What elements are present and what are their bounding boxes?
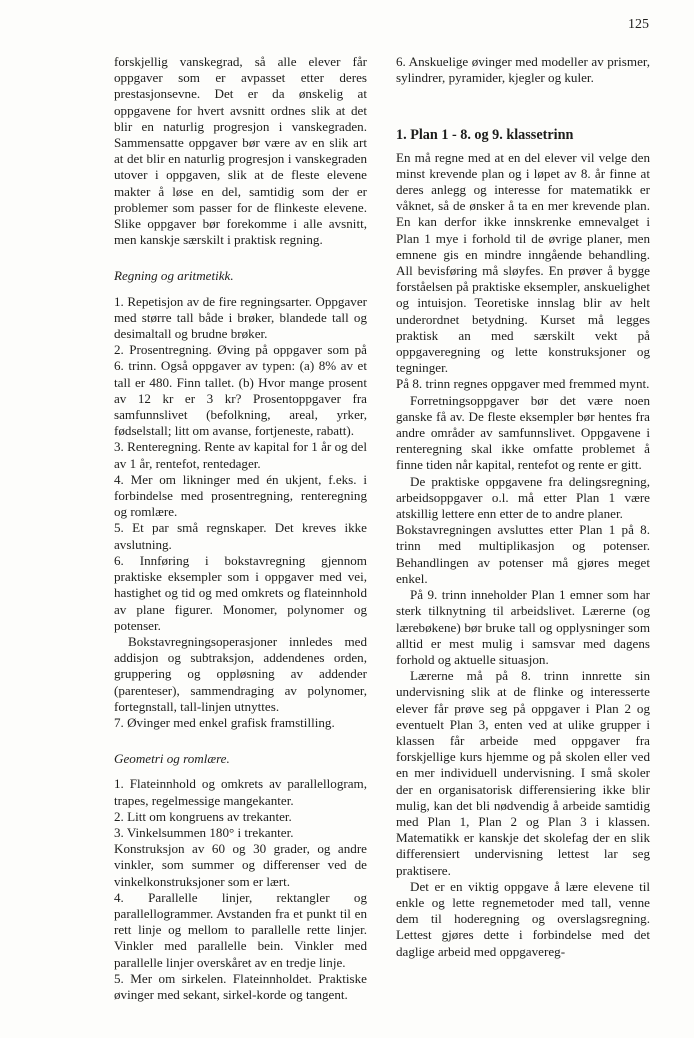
body-paragraph: Bokstavregningen avsluttes etter Plan 1 på 8. trinn med multiplikasjon og potenser. Behandlingen av potenser må gjøres meget enkel. xyxy=(396,522,650,586)
section-heading-plan-1: 1. Plan 1 - 8. og 9. klassetrinn xyxy=(396,127,574,144)
body-paragraph: Lærerne må på 8. trinn innrette sin undervisning slik at de flinke og interesserte elever får prøve seg på oppgaver i Plan 2 og eventuelt Plan 3, enten ved at ulike grupper i klassen får arbeide med oppgaver fra forskjellige kurs hjemme og på skolen eller ved en mer individuell undervisning. I små skoler der en organisatorisk differensiering ikke blir mulig, kan det bli nødvendig å arbeide samtidig med Plan 1, Plan 2 og Plan 3 i klassen. Matematikk er kanskje det skolefag der en slik differensiert undervisning lettest lar seg praktisere. xyxy=(396,668,650,878)
list-item: 2. Prosentregning. Øving på oppgaver som på 6. trinn. Også oppgaver av typen: (a) 8% av et tall er 480. Finn tallet. (b) Hvor mange prosent av 12 kr er 3 kr? Prosentoppgaver fra samfunnslivet (befolkning, areal, yrker, fødselstall; litt om avanse, fortjeneste, rabatt). xyxy=(114,342,367,439)
body-paragraph: Forretningsoppgaver bør det være noen ganske få av. De fleste eksempler bør hentes fra andre områder av samfunnslivet. Oppgavene i renteregning skal ikke omfatte problemet å finne tiden når kapital, rentefot og rente er gitt. xyxy=(396,392,650,473)
list-item: 1. Flateinnhold og omkrets av parallellogram, trapes, regelmessige mangekanter. xyxy=(114,776,367,808)
list-item: 6. Innføring i bokstavregning gjennom praktiske eksempler som i oppgaver med vei, hastighet og tid og med omkrets og flateinnhold av plane figurer. Monomer, polynomer og potenser. xyxy=(114,552,367,633)
body-paragraph: På 8. trinn regnes oppgaver med fremmed mynt. xyxy=(396,376,650,392)
list-item: 2. Litt om kongruens av trekanter. xyxy=(114,808,292,824)
right-column xyxy=(396,54,650,960)
body-paragraph: På 9. trinn inneholder Plan 1 emner som har sterk tilknytning til arbeidslivet. Lærerne (og lærebøkene) bør bruke tall og opplysninger som alltid er mest mulig i samsvar med dagens forhold og aktuelle situasjon. xyxy=(396,587,650,667)
list-item: 6. Anskuelige øvinger med modeller av prismer, sylindrer, pyramider, kjegler og kuler. xyxy=(396,54,650,86)
list-item: 4. Mer om likninger med én ukjent, f.eks. i forbindelse med prosentregning, renteregning og romlære. xyxy=(114,471,367,520)
section-title-geometri: Geometri og romlære. xyxy=(114,751,230,767)
list-item: 3. Renteregning. Rente av kapital for 1 år og del av 1 år, rentefot, rentedager. xyxy=(114,439,367,471)
list-item: 5. Mer om sirkelen. Flateinnholdet. Praktiske øvinger med sekant, sirkel-korde og tangent. xyxy=(114,970,367,1002)
body-paragraph: De praktiske oppgavene fra delingsregning, arbeidsoppgaver o.l. må etter Plan 1 være atskillig lettere enn etter de to andre planer. xyxy=(396,473,650,522)
list-item: 5. Et par små regnskaper. Det kreves ikke avslutning. xyxy=(114,520,367,552)
page-number: 125 xyxy=(628,17,649,32)
list-item: 4. Parallelle linjer, rektangler og parallellogrammer. Avstanden fra et punkt til en rett linje og mellom to parallelle rette linjer. Vinkler med parallelle bein. Vinkler med parallelle linjer overskåret av en tredje linje. xyxy=(114,889,367,970)
indented-paragraph: Bokstavregningsoperasjoner innledes med addisjon og subtraksjon, addendenes orden, gruppering og oppløsning av addender (parenteser), sammendraging av polynomer, fortegnstall, tall-linjen utnyttes. xyxy=(114,633,367,714)
intro-paragraph: forskjellig vanskegrad, så alle elever får oppgaver som er avpasset etter deres prestasjonsevne. Det er da ønskelig at oppgavene for hvert avsnitt ordnes slik at det blir en naturlig progresjon i vanskegraden. Sammensatte oppgaver bør være av en slik art at det blir en naturlig progresjon i vanskegraden utover i oppgaven, slik at de fleste elevene makter å løse en del, samtidig som der er problemer som passer for de flinkeste elevene. Slike oppgaver bør forekomme i alle avsnitt, men kanskje særskilt i praktisk regning. xyxy=(114,54,367,248)
list-item: 3. Vinkelsummen 180° i trekanter. xyxy=(114,824,294,840)
list-item: 1. Repetisjon av de fire regningsarter. Oppgaver med større tall både i brøker, blandede tall og desimaltall og brudne brøker. xyxy=(114,293,367,342)
body-paragraph: En må regne med at en del elever vil velge den minst krevende plan og i løpet av 8. år finne at deres anlegg og interesse for matematikk er våknet, så de ønsker å ta en mer krevende plan. En kan derfor ikke innskrenke emnevalget i Plan 1 mye i forhold til de øvrige planer, men emnene gis en mindre inngående behandling. All bevisføring må sløyfes. En prøver å bygge forståelsen på praktiske eksempler, anskuelighet og intuisjon. Teoretiske innslag blir av helt underordnet betydning. Kurset må legges praktisk an med særskilt vekt på oppgaveregning og lette konstruksjoner og tegninger. xyxy=(396,149,650,376)
left-column xyxy=(114,54,367,1003)
section-title-regning: Regning og aritmetikk. xyxy=(114,268,234,284)
list-item: 7. Øvinger med enkel grafisk framstilling. xyxy=(114,714,335,730)
body-paragraph: Det er en viktig oppgave å lære elevene til enkle og lette regnemetoder med tall, venne dem til hoderegning og overslagsregning. Lettest gjøres dette i forbindelse med det daglige arbeid med oppgavereg- xyxy=(396,878,650,959)
list-item: Konstruksjon av 60 og 30 grader, og andre vinkler, som summer og differenser ved de vinkelkonstruksjoner som er lært. xyxy=(114,841,367,889)
